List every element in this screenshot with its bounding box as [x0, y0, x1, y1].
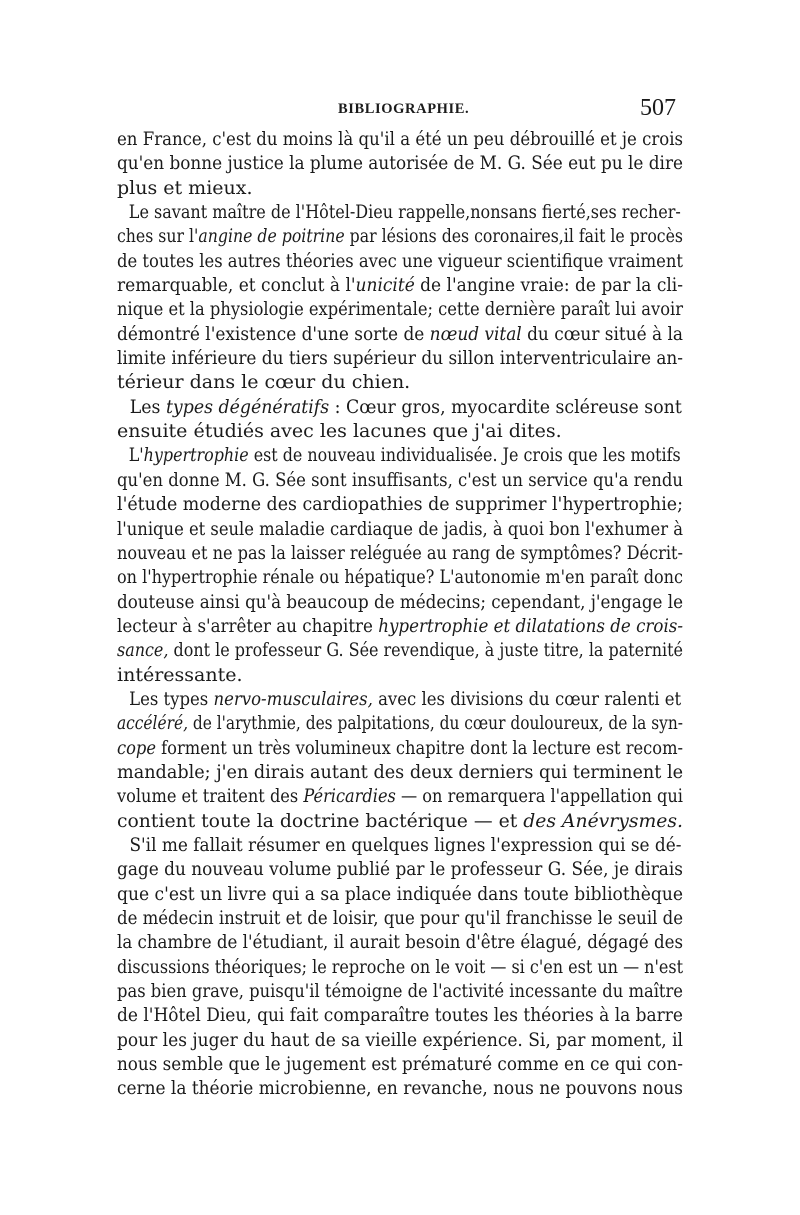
- line-text: contient toute la doctrine bactérique — et: [117, 809, 524, 832]
- line-text: qu'en bonne justice la plume autorisée de M. G. Sée eut pu le dire: [117, 152, 683, 175]
- line-italic-text: unicité: [355, 274, 415, 297]
- text-line: [117, 1076, 683, 1100]
- text-line: [117, 443, 681, 467]
- line-text: douteuse ainsi qu'à beaucoup de médecins; cependant, j'engage le: [117, 590, 684, 613]
- line-text: Le savant maître de l'Hôtel-Dieu rappelle,nonsans fierté,ses recher-: [128, 201, 681, 224]
- line-text: Les types: [129, 687, 214, 710]
- line-text: remarquable, et conclut à l': [117, 274, 356, 297]
- line-italic-text: nœud vital: [429, 322, 522, 345]
- text-line: [117, 1028, 683, 1052]
- text-line: [117, 468, 683, 492]
- text-line: [117, 273, 683, 297]
- text-line: [117, 857, 683, 881]
- line-italic-text: angine de poitrine: [198, 225, 345, 248]
- line-italic-text: types dégénératifs: [165, 395, 330, 418]
- text-line: [117, 638, 683, 662]
- line-text: discussions théoriques; le reproche on le voit — si c'en est un — n'est: [117, 955, 684, 978]
- text-line: [117, 930, 683, 954]
- line-italic-text: hypertrophie: [143, 444, 249, 467]
- text-line: [117, 614, 683, 638]
- line-text: nouveau et ne pas la laisser reléguée au rang de symptômes? Décrit-: [117, 541, 683, 564]
- line-text: mandable; j'en dirais autant des deux derniers qui terminent le: [117, 760, 684, 783]
- line-text: — on remarquera l'appellation qui: [395, 785, 683, 808]
- line-italic-text: des Anévrysmes.: [523, 809, 684, 832]
- line-text: de l'arythmie, des palpitations, du cœur douloureux, de la syn-: [187, 712, 683, 735]
- line-text: on l'hypertrophie rénale ou hépatique? L'autonomie m'en paraît donc: [117, 566, 683, 589]
- text-line: [117, 176, 683, 200]
- text-line: [117, 882, 683, 906]
- line-text: térieur dans le cœur du chien.: [117, 371, 411, 394]
- text-line: [117, 711, 683, 735]
- line-text: dont le professeur G. Sée revendique, à juste titre, la paternité: [168, 639, 683, 662]
- text-line: [117, 809, 683, 833]
- text-line: [117, 955, 683, 979]
- line-text: de l'angine vraie: de par la cli-: [414, 274, 683, 297]
- text-line: [117, 590, 683, 614]
- text-line: [117, 419, 683, 443]
- text-line: [117, 1052, 683, 1076]
- line-text: par lésions des coronaires,il fait le procès: [344, 225, 683, 248]
- line-italic-text: hypertrophie et dilatations de crois-: [378, 614, 684, 637]
- line-text: ensuite étudiés avec les lacunes que j'ai dites.: [117, 420, 562, 443]
- line-text: volume et traitent des: [117, 785, 304, 808]
- text-line: [117, 200, 681, 224]
- line-italic-text: cope: [117, 736, 156, 759]
- line-text: gage du nouveau volume publié par le professeur G. Sée, je dirais: [117, 858, 683, 881]
- line-text: la chambre de l'étudiant, il aurait besoin d'être élagué, dégagé des: [117, 931, 684, 954]
- line-text: de toutes les autres théories avec une vigueur scientifique vraiment: [117, 249, 683, 272]
- text-line: [117, 370, 683, 394]
- line-italic-text: Péricardies: [303, 785, 396, 808]
- line-text: pour les juger du haut de sa vieille expérience. Si, par moment, il: [117, 1028, 684, 1051]
- line-text: qu'en donne M. G. Sée sont insuffisants, c'est un service qu'a rendu: [117, 468, 684, 491]
- text-line: [117, 249, 683, 273]
- line-text: ches sur l': [117, 225, 199, 248]
- line-text: l'étude moderne des cardiopathies de supprimer l'hypertrophie;: [117, 493, 683, 516]
- line-text: L': [128, 444, 144, 467]
- line-text: de médecin instruit et de loisir, que pour qu'il franchisse le seuil de: [117, 907, 684, 929]
- text-line: [117, 687, 681, 711]
- line-italic-text: accéléré,: [117, 712, 188, 735]
- line-text: en France, c'est du moins là qu'il a été un peu débrouillé et je crois: [117, 128, 684, 150]
- text-line: [117, 565, 683, 589]
- text-line: [117, 322, 683, 346]
- line-text: que c'est un livre qui a sa place indiquée dans toute bibliothèque: [117, 882, 683, 905]
- line-text: est de nouveau individualisée. Je crois que les motifs: [248, 444, 681, 467]
- line-text: cerne la théorie microbienne, en revanche, nous ne pouvons nous: [117, 1077, 684, 1100]
- line-text: du cœur situé à la: [521, 322, 683, 345]
- line-text: avec les divisions du cœur ralenti et: [372, 687, 682, 710]
- line-text: pas bien grave, puisqu'il témoigne de l'activité incessante du maître: [117, 980, 683, 1003]
- line-italic-text: sance,: [117, 639, 169, 662]
- text-line: [117, 492, 683, 516]
- text-line: [117, 224, 683, 248]
- line-text: nique et la physiologie expérimentale; cette dernière paraît lui avoir: [117, 298, 684, 321]
- text-line: [117, 833, 681, 857]
- text-line: [117, 979, 683, 1003]
- text-line: [117, 151, 683, 175]
- line-text: démontré l'existence d'une sorte de: [117, 322, 430, 345]
- text-line: [117, 395, 682, 419]
- page-header: [0, 95, 800, 125]
- text-line: [117, 297, 683, 321]
- line-text: de l'Hôtel Dieu, qui fait comparaître toutes les théories à la barre: [117, 1004, 683, 1027]
- line-text: : Cœur gros, myocardite scléreuse sont: [329, 395, 682, 418]
- text-line: [117, 906, 683, 930]
- line-text: forment un très volumineux chapitre dont la lecture est recom-: [155, 736, 684, 759]
- line-text: S'il me fallait résumer en quelques lignes l'expression qui se dé-: [129, 833, 682, 856]
- running-title: BIBLIOGRAPHIE.: [338, 101, 470, 117]
- line-text: l'unique et seule maladie cardiaque de jadis, à quoi bon l'exhumer à: [117, 517, 684, 540]
- line-text: plus et mieux.: [117, 176, 253, 199]
- text-line: [117, 663, 683, 687]
- text-line: [117, 1003, 683, 1027]
- line-text: lecteur à s'arrêter au chapitre: [117, 614, 379, 637]
- text-line: [117, 784, 683, 808]
- page-number: 507: [640, 95, 676, 121]
- text-line: [117, 736, 683, 760]
- text-line: [117, 541, 683, 565]
- line-text: limite inférieure du tiers supérieur du sillon interventriculaire an-: [117, 347, 684, 370]
- page-body: [117, 127, 683, 1101]
- line-italic-text: nervo-musculaires,: [213, 687, 373, 710]
- text-line: [117, 127, 683, 151]
- text-line: [117, 346, 683, 370]
- line-text: nous semble que le jugement est prématuré comme en ce qui con-: [117, 1053, 683, 1076]
- text-line: [117, 760, 683, 784]
- line-text: intéressante.: [117, 663, 243, 686]
- text-line: [117, 517, 683, 541]
- line-text: Les: [129, 395, 166, 418]
